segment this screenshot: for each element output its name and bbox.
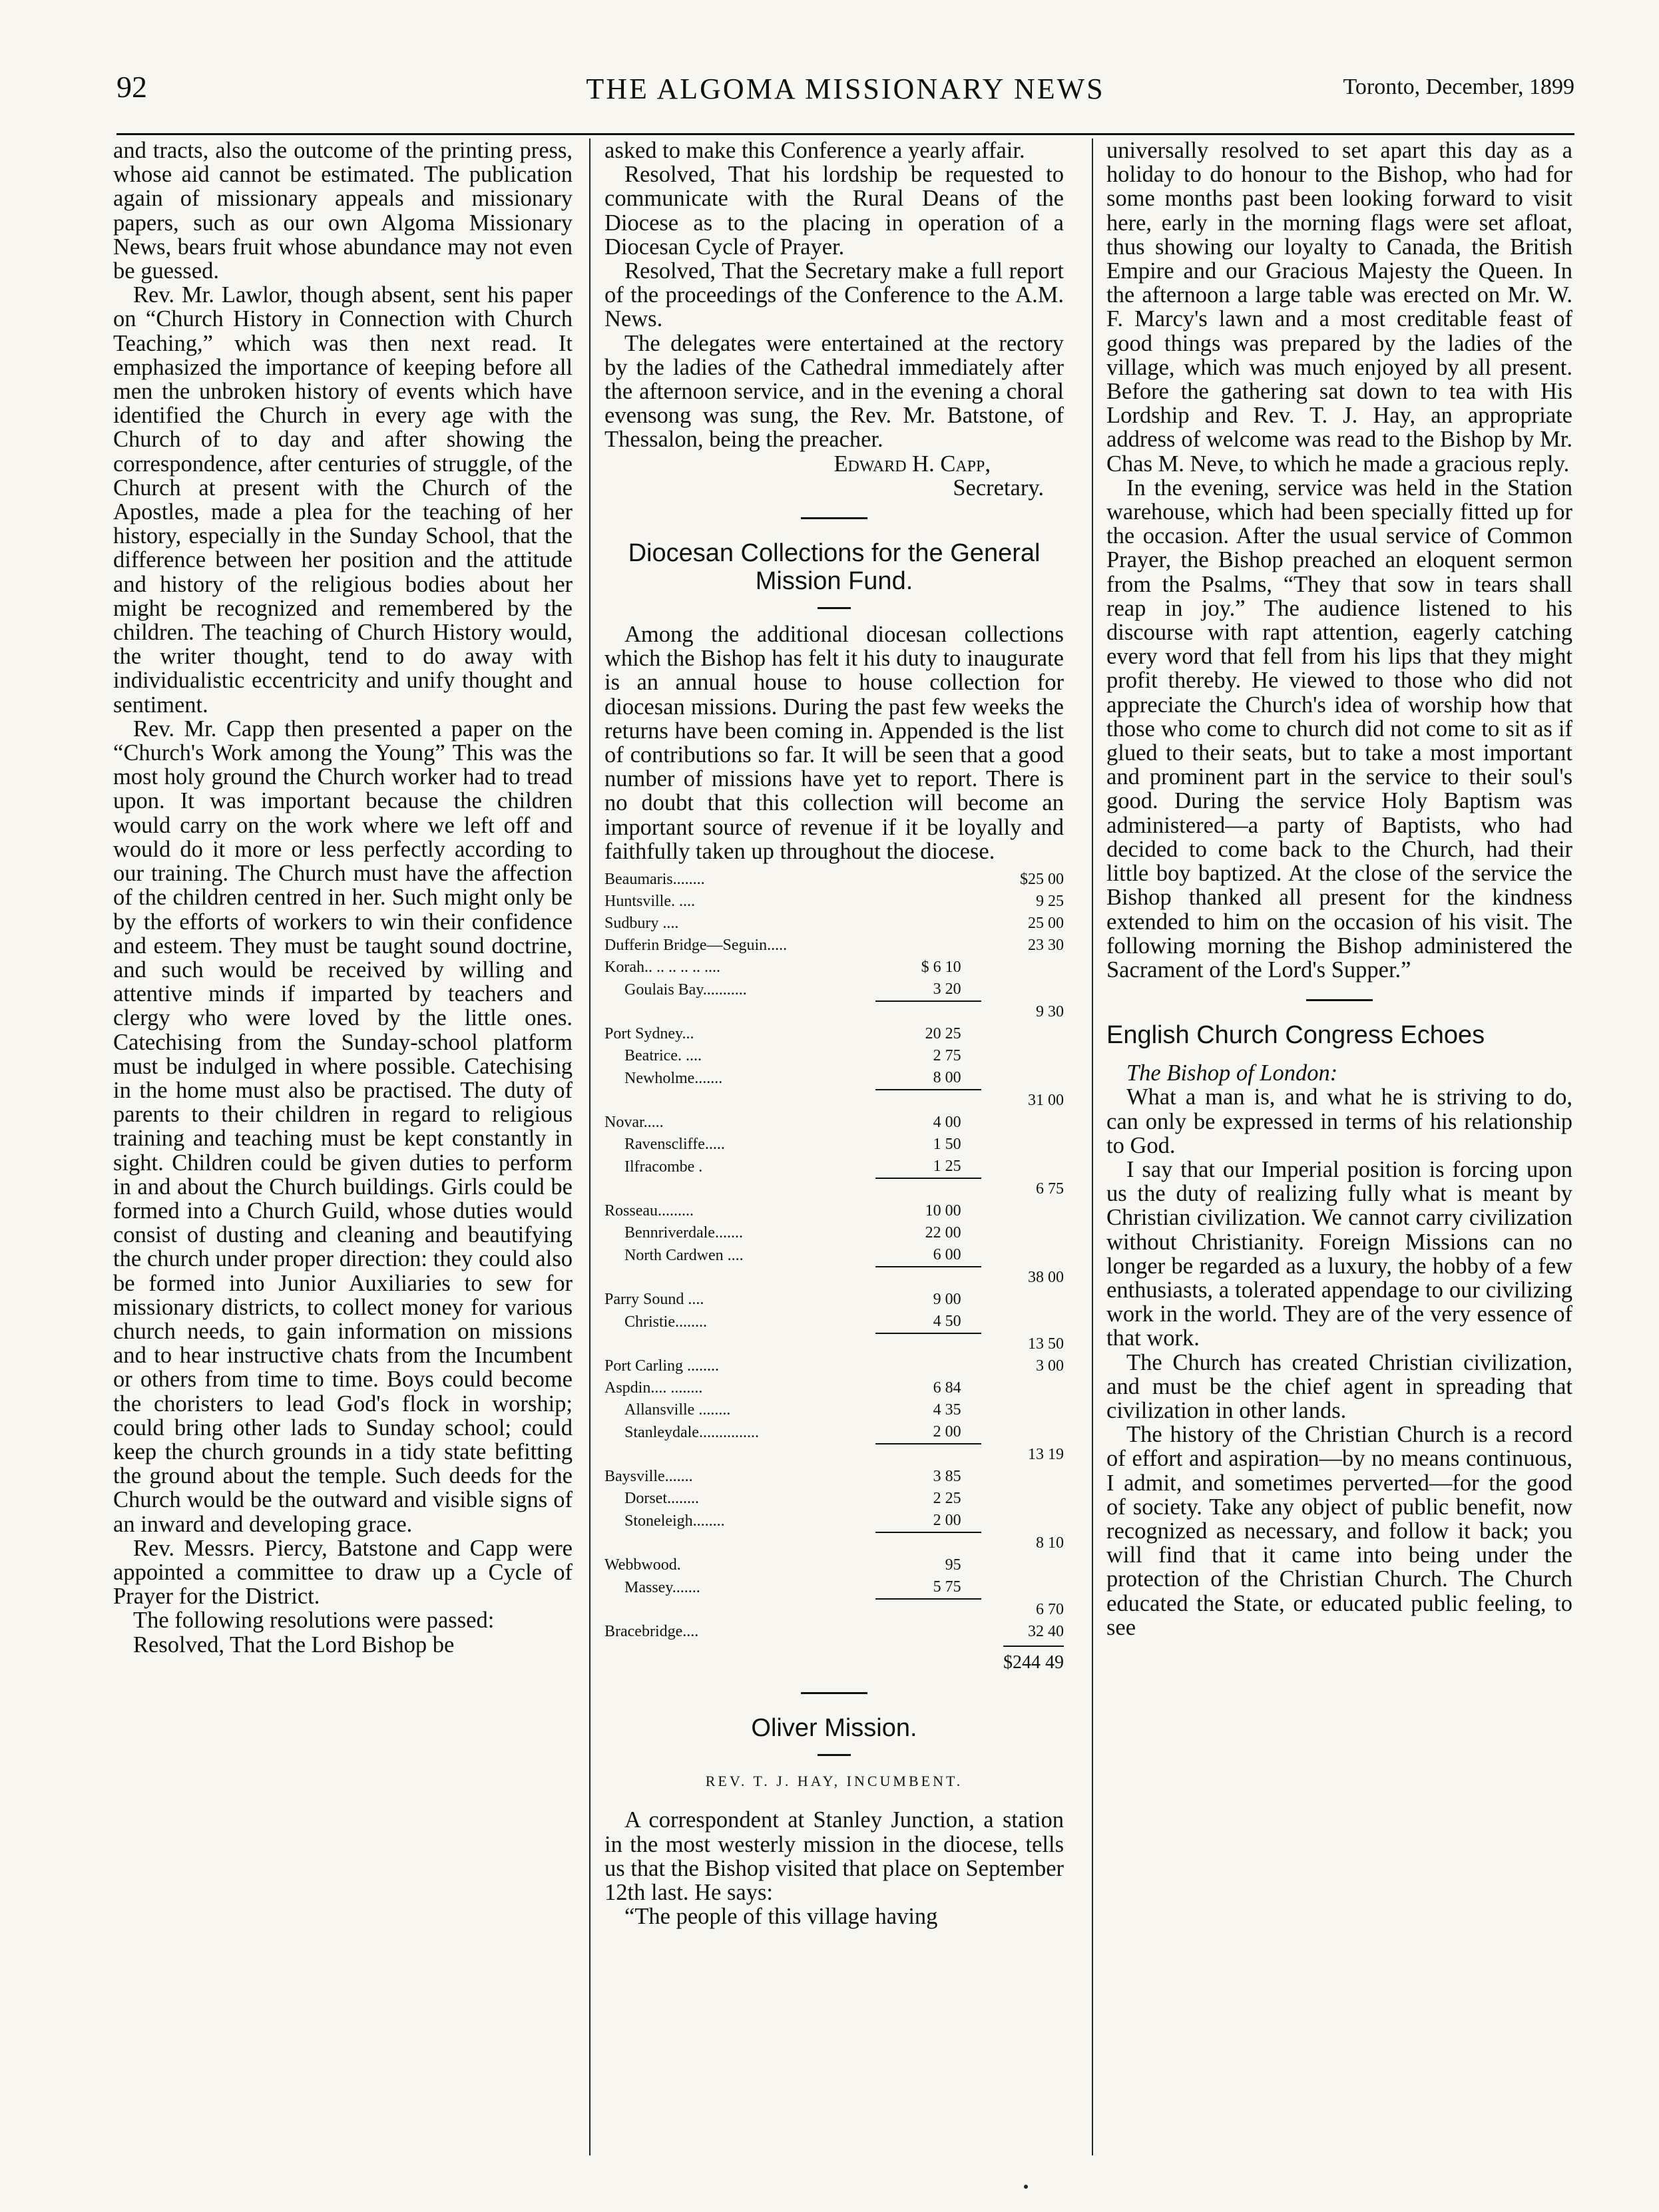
column-rule-1 <box>589 138 591 2155</box>
ledger-subamount <box>875 1532 981 1554</box>
ledger-row <box>604 1466 1064 1488</box>
ledger-amount: 38 00 <box>1028 1269 1064 1287</box>
ledger-mission-name: Sudbury .... <box>604 915 679 933</box>
ledger-subamount: 20 25 <box>925 1025 961 1043</box>
ledger-row <box>604 869 1064 891</box>
ledger-subamount: $ 6 10 <box>921 959 961 977</box>
ledger-row <box>604 1289 1064 1311</box>
ledger-subamount: 4 50 <box>875 1311 981 1333</box>
ledger-total: $244 49 <box>1003 1646 1064 1673</box>
ledger-amount <box>981 1244 1064 1267</box>
ledger-mission-name: Beaumaris........ <box>604 871 705 889</box>
ledger-row <box>604 1045 1064 1067</box>
ledger-row <box>604 1421 1064 1444</box>
paragraph: The following resolutions were passed: <box>133 1608 495 1634</box>
heading-underline <box>818 1754 851 1756</box>
ledger-amount: 9 25 <box>1036 893 1064 911</box>
ledger-amount <box>981 1067 1064 1090</box>
ledger-row <box>604 1200 1064 1222</box>
paragraph: Resolved, That the Secretary make a full report of the proceedings of the Conference to the A.M. News. <box>604 258 1064 332</box>
ledger-mission-name: Rosseau......... <box>604 1202 694 1220</box>
paragraph: What a man is, and what he is striving to do, can only be expressed in terms of his relationship to God. <box>1106 1084 1572 1158</box>
ledger-row <box>604 1134 1064 1156</box>
ledger-subamount <box>875 1599 981 1621</box>
ledger-amount: 32 40 <box>1028 1623 1064 1641</box>
paragraph: Among the additional diocesan collections which the Bishop has felt it his duty to inaugurate is an annual house to house collection for diocesan missions. During the past few weeks the returns have been coming in. Appended is the list of contributions so far. It will be seen that a good number of missions have yet to report. There is no doubt that this collection will become an important source of revenue if it be loyally and faithfully taken up throughout the diocese. <box>604 622 1064 864</box>
ledger-row <box>604 1178 1064 1200</box>
ledger-amount: 3 00 <box>1036 1357 1064 1375</box>
ledger-mission-name <box>604 1090 875 1112</box>
ledger-amount <box>981 1134 1064 1156</box>
subheading: The Bishop of London: <box>1126 1060 1338 1086</box>
ledger-row <box>604 1554 1064 1576</box>
ledger-amount: 8 10 <box>1036 1534 1064 1552</box>
column-1 <box>113 138 573 2162</box>
ledger-subamount <box>875 1333 981 1355</box>
ledger-amount: 13 50 <box>1028 1335 1064 1353</box>
ledger-amount <box>981 1466 1064 1488</box>
ledger-row <box>604 1311 1064 1333</box>
ledger-row <box>604 935 1064 957</box>
ledger-subamount: 3 20 <box>875 979 981 1001</box>
ledger-mission-name: Huntsville. .... <box>604 893 695 911</box>
ledger-subamount: 2 75 <box>933 1047 961 1065</box>
ledger-mission-name: Dufferin Bridge—Seguin..... <box>604 937 788 955</box>
ledger-amount: 6 70 <box>1036 1601 1064 1619</box>
ledger-row <box>604 1222 1064 1244</box>
ledger-row <box>604 1444 1064 1466</box>
ledger-subamount <box>875 1355 981 1377</box>
paragraph: “The people of this village having <box>624 1904 938 1930</box>
paragraph: and tracts, also the outcome of the printing press, whose aid cannot be estimated. The publication again of missionary appeals and missionary papers, such as our own Algoma Missionary News, bears fruit whose abundance may not even be guessed. <box>113 138 573 284</box>
ledger-mission-name: Dorset........ <box>624 1490 699 1508</box>
ledger-subamount: 1 50 <box>933 1136 961 1154</box>
ledger-subamount: 4 35 <box>933 1401 961 1419</box>
paragraph: Rev. Mr. Capp then presented a paper on the “Church's Work among the Young” This was the most holy ground the Church worker had to tread upon. It was important because the children would carry on the work where we left off and would do it more or less perfectly according to our training. The Church must have the affection of the children centred in her. Such might only be by the efforts of workers to win their confidence and esteem. They must be taught sound doctrine, and such would be received by willing and attentive minds if imparted by teachers and clergy who were loved by the little ones. Catechising from the Sunday-school platform must be indulged in where possible. Catechising in the home must also be practised. The duty of parents to their children in regard to religious training and teaching must be kept constantly in sight. Children could be given duties to perform in and about the Church buildings. Girls could be formed into a Church Guild, whose duties would consist of dusting and cleaning and beautifying the church under proper direction: they could also be formed into Junior Auxiliaries to sew for missionary districts, to collect money for various church needs, to gain information on missions and to hear instructive chats from the Incumbent or others from time to time. Boys could become the choristers to lead God's flock in worship; could bring other lads to Sunday school; could keep the church grounds in a tidy state befitting the ground about the temple. Such deeds for the Church would be the outward and visible signs of an inward and developing grace. <box>113 716 573 1537</box>
dateline: Toronto, December, 1899 <box>1343 75 1574 99</box>
ledger-row <box>604 1001 1064 1023</box>
ledger-amount <box>981 1377 1064 1399</box>
ledger-subamount <box>875 1090 981 1112</box>
ledger-row <box>604 957 1064 979</box>
ledger-amount <box>981 1045 1064 1067</box>
ledger-subamount: 8 00 <box>875 1067 981 1090</box>
ledger-row <box>604 1244 1064 1267</box>
section-divider <box>801 1692 867 1694</box>
ledger-amount <box>981 979 1064 1001</box>
paragraph: The history of the Christian Church is a record of effort and aspiration—by no means continuous, I admit, and sometimes perverted—for the good of society. Take any object of public benefit, now recognized as necessary, and follow it back; you will find that it came into being under the protection of the Christian Church. The Church educated the State, or educated public feeling, to see <box>1106 1422 1572 1640</box>
ledger-row <box>604 1532 1064 1554</box>
paragraph: I say that our Imperial position is forcing upon us the duty of realizing fully what is meant by Christian civilization. We cannot carry civilization without Christianity. Foreign Missions can no longer be regarded as a luxury, the hobby of a few enthusiasts, a tolerated appendage to our civilizing work in the world. They are of the very essence of that work. <box>1106 1156 1572 1351</box>
ledger-amount <box>981 1488 1064 1510</box>
ledger-total-row <box>604 1643 1064 1675</box>
ledger-amount: $25 00 <box>1020 871 1064 889</box>
ledger-row <box>604 1377 1064 1399</box>
ledger-amount: 9 30 <box>1036 1003 1064 1021</box>
section-heading: English Church Congress Echoes <box>1106 1021 1485 1050</box>
ledger-subamount: 1 25 <box>875 1156 981 1178</box>
ledger-amount <box>981 1510 1064 1532</box>
ledger-mission-name: Ilfracombe . <box>624 1158 703 1176</box>
ledger-mission-name: Aspdin.... ........ <box>604 1379 703 1397</box>
ledger-mission-name: Stoneleigh........ <box>624 1512 725 1530</box>
ledger-row <box>604 891 1064 913</box>
paragraph: Resolved, That his lordship be requested to communicate with the Rural Deans of the Diocese as to the placing in operation of a Diocesan Cycle of Prayer. <box>604 162 1064 260</box>
ledger-subamount <box>875 935 981 957</box>
ledger-amount <box>981 1311 1064 1333</box>
ledger-row <box>604 1067 1064 1090</box>
ledger-mission-name: Massey....... <box>624 1578 700 1596</box>
ledger-mission-name: Bracebridge.... <box>604 1623 699 1641</box>
ledger-mission-name: Christie........ <box>624 1313 707 1331</box>
ledger-subamount <box>875 1178 981 1200</box>
ledger-mission-name: Webbwood. <box>604 1556 681 1574</box>
ledger-mission-name: Port Sydney... <box>604 1025 694 1043</box>
ledger-amount <box>981 1576 1064 1599</box>
ledger-subamount: 2 25 <box>933 1490 961 1508</box>
paragraph: Resolved, That the Lord Bishop be <box>133 1632 455 1658</box>
ledger-row <box>604 1267 1064 1289</box>
ledger-mission-name <box>604 1532 875 1554</box>
section-heading: Diocesan Collections for the General Mission Fund. <box>628 539 1041 596</box>
ledger-amount <box>981 1200 1064 1222</box>
ledger-subamount <box>875 913 981 935</box>
ledger-amount: 6 75 <box>1036 1180 1064 1198</box>
ledger-row <box>604 913 1064 935</box>
ledger-mission-name: Parry Sound .... <box>604 1291 704 1309</box>
ledger-row <box>604 1090 1064 1112</box>
ledger-subamount: 10 00 <box>925 1202 961 1220</box>
ledger-subamount: 6 84 <box>933 1379 961 1397</box>
ledger-amount <box>981 1421 1064 1444</box>
heading-underline <box>818 607 851 609</box>
ledger-subamount: 22 00 <box>925 1224 961 1242</box>
paragraph: In the evening, service was held in the Station warehouse, which had been specially fitted up for the occasion. After the usual service of Common Prayer, the Bishop preached an eloquent sermon from the Psalms, “They that sow in tears shall reap in joy.” The audience listened to his discourse with rapt attention, eagerly catching every word that fell from his lips that they might profit thereby. He viewed to those who did not appreciate the Church's idea of worship how that those who come to church did not come to sit as if glued to their seats, but to take a most important and prominent part in the service to their soul's good. During the service Holy Baptism was administered—a party of Baptists, who had decided to come back to the Church, had their little boy baptized. At the close of the service the Bishop thanked all present for the kindness extended to him on the occasion of his visit. The following morning the Bishop administered the Sacrament of the Lord's Supper.” <box>1106 475 1572 983</box>
ledger-mission-name <box>604 1444 875 1466</box>
ledger-mission-name <box>604 1178 875 1200</box>
ledger-mission-name: Newholme....... <box>624 1069 723 1087</box>
ledger-mission-name: North Cardwen .... <box>624 1246 744 1264</box>
ledger-mission-name: Port Carling ........ <box>604 1357 719 1375</box>
paragraph: asked to make this Conference a yearly affair. <box>604 138 1025 163</box>
ledger-subamount: 6 00 <box>875 1244 981 1267</box>
ledger-subamount: 3 85 <box>933 1468 961 1486</box>
ledger-amount <box>981 1112 1064 1134</box>
ledger-subamount <box>875 891 981 913</box>
section-divider <box>801 517 867 519</box>
ledger-row <box>604 1399 1064 1421</box>
ledger-amount: 13 19 <box>1028 1446 1064 1464</box>
ledger-subamount: 5 75 <box>875 1576 981 1599</box>
signature-name: Edward H. Capp, <box>833 451 991 477</box>
ledger-mission-name <box>604 1001 875 1023</box>
paragraph: universally resolved to set apart this day as a holiday to do honour to the Bishop, who had for some months past been looking forward to visit here, early in the morning flags were set afloat, thus showing our loyalty to Canada, the British Empire and our Gracious Majesty the Queen. In the afternoon a large table was erected on Mr. W. F. Marcy's lawn and a most creditable feast of good things was prepared by the ladies of the village, which was much enjoyed by all present. Before the gathering sat down to tea with His Lordship and Rev. T. J. Hay, an appropriate address of welcome was read to the Bishop by Mr. Chas M. Neve, to which he made a gracious reply. <box>1106 138 1572 477</box>
ledger-amount <box>981 1554 1064 1576</box>
ledger-mission-name: Beatrice. .... <box>624 1047 702 1065</box>
ledger-mission-name <box>604 1333 875 1355</box>
section-divider <box>1306 999 1373 1001</box>
signature-title: Secretary. <box>953 475 1044 501</box>
ledger-mission-name: Allansville ........ <box>624 1401 731 1419</box>
ledger-row <box>604 1510 1064 1532</box>
ledger-subamount <box>875 1621 981 1643</box>
ledger-row <box>604 1599 1064 1621</box>
ledger-amount <box>981 1289 1064 1311</box>
paragraph: The Church has created Christian civilization, and must be the chief agent in spreading that civilization in other lands. <box>1106 1349 1572 1423</box>
ledger-mission-name: Korah.. .. .. .. .. .... <box>604 959 720 977</box>
paragraph: The delegates were entertained at the rectory by the ladies of the Cathedral immediately after the afternoon service, and in the evening a choral evensong was sung, the Rev. Mr. Batstone, of Thessalon, being the preacher. <box>604 330 1064 453</box>
ledger-subamount <box>875 1444 981 1466</box>
ledger-row <box>604 1112 1064 1134</box>
ledger-mission-name: Ravenscliffe..... <box>624 1136 725 1154</box>
column-3 <box>1106 138 1572 2162</box>
paragraph: Rev. Mr. Lawlor, though absent, sent his paper on “Church History in Connection with Church Teaching,” which was then next read. It emphasized the importance of keeping before all men the unbroken history of events which have identified the Church in every age with the Church of to day and after showing the correspondence, after centuries of struggle, of the Church at present with the Church of the Apostles, made a plea for the teaching of her history, especially in the Sunday School, that the difference between her position and the attitude and history of the religious bodies about her might be recognized and remembered by the children. The teaching of Church History would, the writer thought, tend to do away with individualistic eccentricity and unify thought and sentiment. <box>113 282 573 718</box>
ledger-subamount: 4 00 <box>933 1114 961 1132</box>
ledger-amount: 25 00 <box>1028 915 1064 933</box>
page-number: 92 <box>117 70 147 104</box>
ledger-subamount: 9 00 <box>933 1291 961 1309</box>
ledger-subamount: 95 <box>945 1556 961 1574</box>
ledger-mission-name: Baysville....... <box>604 1468 693 1486</box>
ledger-mission-name: Novar..... <box>604 1114 664 1132</box>
publication-title: THE ALGOMA MISSIONARY NEWS <box>586 73 1105 105</box>
ledger-amount <box>981 1023 1064 1045</box>
ledger-row <box>604 1023 1064 1045</box>
ledger-subamount: 2 00 <box>875 1510 981 1532</box>
ledger-mission-name <box>604 1267 875 1289</box>
ledger-mission-name: Goulais Bay........... <box>624 981 747 998</box>
column-rule-2 <box>1092 138 1093 2155</box>
ledger-mission-name: Bennriverdale....... <box>624 1224 743 1242</box>
ledger-amount <box>981 1156 1064 1178</box>
ledger-row <box>604 979 1064 1001</box>
ledger-subamount <box>875 869 981 891</box>
ledger-amount: 23 30 <box>1028 937 1064 955</box>
paragraph: A correspondent at Stanley Junction, a station in the most westerly mission in the diocese, tells us that the Bishop visited that place on September 12th last. He says: <box>604 1807 1064 1906</box>
column-2 <box>604 138 1064 2162</box>
ledger-mission-name: Stanleydale............... <box>624 1423 759 1441</box>
ledger-amount <box>981 1399 1064 1421</box>
incumbent-line: REV. T. J. HAY, INCUMBENT. <box>705 1773 963 1790</box>
ledger-amount: 31 00 <box>1028 1092 1064 1110</box>
ledger-row <box>604 1355 1064 1377</box>
collections-ledger <box>604 869 1064 1643</box>
ledger-amount <box>981 1222 1064 1244</box>
section-heading: Oliver Mission. <box>751 1714 917 1743</box>
ledger-row <box>604 1621 1064 1643</box>
masthead <box>117 60 1574 135</box>
ledger-subamount <box>875 1267 981 1289</box>
ledger-row <box>604 1333 1064 1355</box>
paragraph: Rev. Messrs. Piercy, Batstone and Capp were appointed a committee to draw up a Cycle of Prayer for the District. <box>113 1535 573 1610</box>
ledger-row <box>604 1156 1064 1178</box>
ledger-row <box>604 1576 1064 1599</box>
ledger-amount <box>981 957 1064 979</box>
ledger-subamount: 2 00 <box>875 1421 981 1444</box>
page-mark <box>1024 2185 1028 2189</box>
ledger-mission-name <box>604 1599 875 1621</box>
ledger-row <box>604 1488 1064 1510</box>
ledger-subamount <box>875 1001 981 1023</box>
